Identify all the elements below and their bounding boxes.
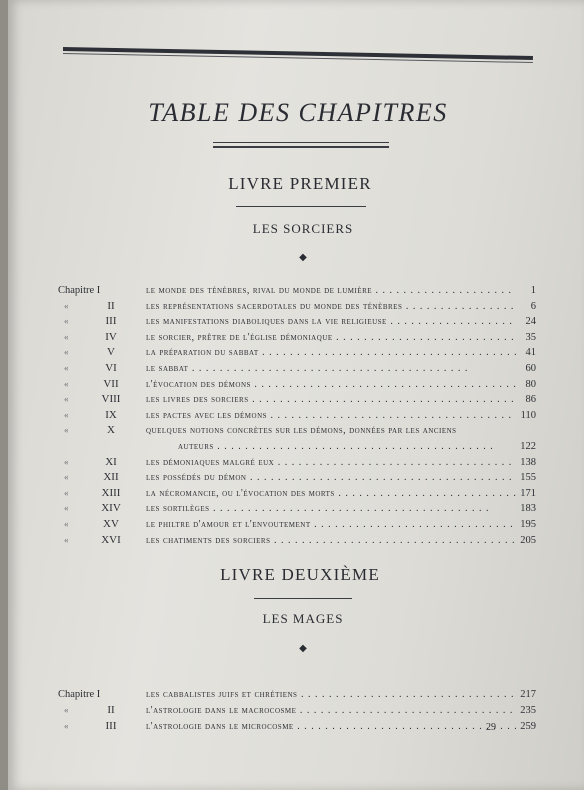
page-ref: 86 [525, 394, 536, 406]
ditto-mark: « [64, 487, 69, 498]
chapter-title: la préparation du sabbat . . [146, 345, 516, 360]
ditto-mark: « [64, 503, 69, 514]
chapter-number: X [107, 424, 115, 437]
page-ref: 35 [525, 331, 536, 343]
ditto-mark: « [64, 425, 69, 436]
chapter-title: la nécromancie, ou l'évocation des morts . . [146, 486, 516, 501]
ditto-mark: « [64, 519, 69, 529]
chapter-number: XII [103, 471, 119, 484]
ditto-mark: « [64, 300, 69, 311]
ornament-diamond: ◆ [299, 643, 307, 654]
toc-row [58, 439, 538, 454]
toc-row [58, 703, 538, 718]
chapter-title: les possédés du démon . . [146, 470, 516, 485]
toc-row [58, 314, 538, 329]
chapter-number: VI [105, 362, 117, 374]
chapter-number: VII [103, 377, 119, 390]
page-ref: 138 [520, 456, 536, 468]
page-ref: 259 [520, 721, 536, 732]
toc-row [58, 283, 538, 298]
title-rule [213, 142, 389, 143]
toc-row [58, 408, 538, 423]
chapter-number: IV [105, 330, 117, 343]
page-ref: 205 [520, 534, 536, 546]
chapter-title: les livres des sorciers . . [146, 392, 516, 407]
chapter-number: XVI [101, 533, 121, 546]
ditto-mark: « [64, 363, 69, 373]
ditto-mark: « [64, 705, 69, 715]
chapter-number: V [107, 346, 115, 359]
page-ref: 235 [520, 705, 536, 716]
ditto-mark: « [64, 472, 69, 483]
chapter-title: les sortilèges . . [146, 501, 516, 516]
book1-heading: LIVRE PREMIER [228, 174, 372, 193]
chapter-title: l'astrologie dans le microcosme . . [146, 719, 516, 734]
toc-row [58, 486, 538, 501]
ditto-mark: « [64, 331, 69, 342]
chapter-title: les représentations sacerdotales du monde des ténèbres . . [146, 299, 516, 314]
toc-row [58, 377, 538, 392]
book2-rule [254, 598, 352, 599]
chapter-number: XIII [101, 486, 121, 499]
chapter-number: III [105, 720, 117, 732]
ditto-mark: « [64, 378, 69, 389]
page-ref: 110 [520, 409, 536, 421]
toc-row [58, 719, 538, 734]
page-ref: 122 [520, 441, 536, 452]
chapter-title: le sorcier, prêtre de l'église démoniaque . . [146, 330, 516, 345]
ditto-mark: « [64, 456, 69, 467]
book2-part-title: LES MAGES [262, 611, 344, 626]
ditto-mark: « [64, 394, 69, 405]
chapter-number: III [105, 315, 117, 328]
toc-row [58, 501, 538, 516]
toc-row [58, 687, 538, 702]
page-ref: 80 [525, 378, 536, 390]
book-page [8, 0, 584, 790]
book2-heading: LIVRE DEUXIÈME [220, 565, 380, 584]
chapter-number: XIV [101, 502, 121, 515]
chapter-number: IX [105, 408, 117, 421]
chapter-number: Chapitre I [58, 285, 101, 296]
chapter-number: VIII [101, 393, 121, 406]
page-ref: 24 [525, 316, 536, 328]
toc-row [58, 345, 538, 360]
chapter-title: les pactes avec les démons . . [146, 408, 516, 423]
chapter-title: auteurs . . [178, 439, 548, 454]
page-ref: 155 [520, 472, 536, 484]
toc-row [58, 392, 538, 407]
page-ref: 41 [525, 347, 536, 359]
toc-row [58, 423, 538, 438]
chapter-title: l'astrologie dans le macrocosme . . [146, 703, 516, 718]
ditto-mark: « [64, 534, 69, 545]
toc-row [58, 299, 538, 314]
chapter-title: les manifestations diaboliques dans la vie religieuse . . [146, 314, 516, 329]
chapter-title: les chatiments des sorciers . . [146, 533, 516, 548]
ditto-mark: « [64, 409, 69, 420]
ornament-diamond: ◆ [299, 252, 307, 263]
chapter-title: le monde des ténèbres, rival du monde de lumière . . [146, 283, 516, 298]
toc-row [58, 455, 538, 470]
book1-rule [236, 206, 366, 207]
chapter-title: quelques notions concrètes sur les démons, données par les anciens [146, 425, 457, 437]
page-ref: 1 [530, 285, 536, 296]
chapter-title: les cabbalistes juifs et chrétiens . . [146, 687, 516, 702]
chapter-title: le sabbat . . [146, 361, 516, 376]
page-ref: 195 [520, 519, 536, 530]
chapter-title: l'évocation des démons . . [146, 377, 516, 392]
chapter-title: les démoniaques malgré eux . . [146, 455, 516, 470]
toc-row [58, 330, 538, 345]
chapter-number: II [107, 704, 115, 716]
page-ref: 183 [520, 503, 536, 515]
ditto-mark: « [64, 316, 69, 327]
chapter-number: II [107, 299, 115, 312]
page-ref: 6 [530, 300, 536, 312]
toc-row [58, 533, 538, 548]
ditto-mark: « [64, 721, 69, 731]
toc-row [58, 517, 538, 532]
book1-part-title: LES SORCIERS [252, 221, 354, 236]
page-ref: 171 [520, 487, 536, 499]
chapter-title: le philtre d'amour et l'envoutement . . [146, 517, 516, 532]
toc-row [58, 470, 538, 485]
title-rule [213, 146, 389, 148]
ditto-mark: « [64, 347, 69, 358]
page-title: TABLE DES CHAPITRES [148, 98, 448, 127]
toc-row [58, 361, 538, 376]
chapter-number: XV [103, 518, 119, 530]
page-number: 29 [486, 722, 496, 733]
page-ref: 60 [525, 363, 536, 374]
chapter-number: Chapitre I [58, 689, 101, 700]
chapter-number: XI [105, 455, 117, 468]
page-ref: 217 [520, 689, 536, 700]
